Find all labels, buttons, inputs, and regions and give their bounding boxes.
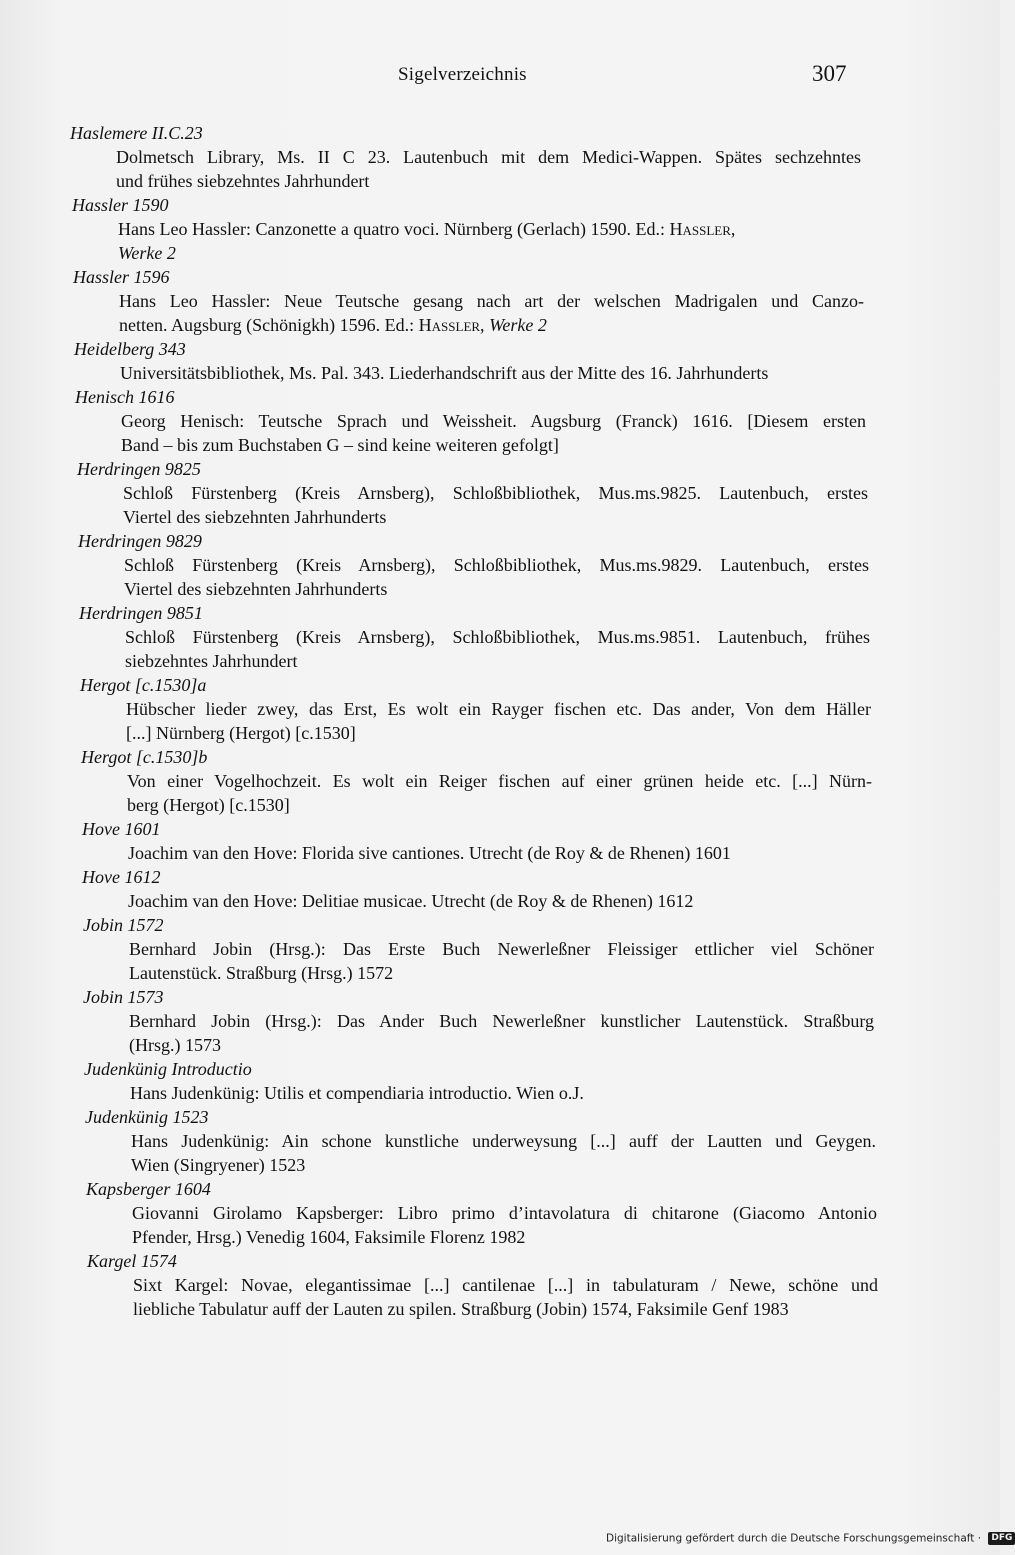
sigel-entry: [70, 121, 870, 193]
sigel-entry: [77, 457, 870, 529]
line-text: Dolmetsch Library, Ms. II C 23. Lautenbuch mit dem Medici-Wappen. Spätes sechzehntes: [116, 147, 861, 167]
line-text: Universitätsbibliothek, Ms. Pal. 343. Liederhandschrift aus der Mitte des 16. Jahrhunderts: [120, 363, 769, 383]
description-line: [133, 1297, 878, 1321]
description-line: [133, 1273, 878, 1297]
siglum: Herdringen 9829: [78, 531, 202, 551]
entry-description: [129, 1009, 874, 1057]
entry-description: [129, 937, 874, 985]
siglum: Hove 1612: [82, 867, 161, 887]
siglum: Jobin 1572: [83, 915, 164, 935]
siglum: Hergot [c.1530]a: [80, 675, 207, 695]
running-head: [0, 61, 1000, 94]
entry-description: [128, 841, 873, 865]
line-text: und frühes siebzehntes Jahrhundert: [116, 171, 370, 191]
description-line: [129, 1009, 874, 1033]
description-line: [126, 697, 871, 721]
siglum: Hassler 1590: [72, 195, 169, 215]
siglum: Heidelberg 343: [74, 339, 186, 359]
line-text: Bernhard Jobin (Hrsg.): Das Ander Buch Newerleßner kunstlicher Lautenstück. Straßburg: [129, 1011, 874, 1031]
description-line: [123, 481, 868, 505]
siglum: Kargel 1574: [87, 1251, 177, 1271]
line-text: Georg Henisch: Teutsche Sprach und Weissheit. Augsburg (Franck) 1616. [Diesem ersten: [121, 411, 866, 431]
description-line: [119, 313, 864, 337]
sigel-entry: [82, 817, 870, 865]
funding-footer: [606, 1532, 1015, 1545]
entry-description: [125, 625, 870, 673]
sigel-entry: [87, 1249, 878, 1321]
description-line: [129, 937, 874, 961]
line-text: Pfender, Hrsg.) Venedig 1604, Faksimile Florenz 1982: [132, 1227, 526, 1247]
line-text: Joachim van den Hove: Florida sive cantiones. Utrecht (de Roy & de Rhenen) 1601: [128, 843, 731, 863]
siglum: Herdringen 9851: [79, 603, 203, 623]
line-text: Viertel des siebzehnten Jahrhunderts: [123, 507, 387, 527]
abbreviation-list: [70, 121, 878, 1321]
entry-description: [124, 553, 869, 601]
description-line: [119, 289, 864, 313]
description-line: [130, 1081, 875, 1105]
siglum: Herdringen 9825: [77, 459, 201, 479]
line-text: Von einer Vogelhochzeit. Es wolt ein Reiger fischen auf einer grünen heide etc. [...] Nürn-: [127, 771, 872, 791]
line-text: Schloß Fürstenberg (Kreis Arnsberg), Schloßbibliothek, Mus.ms.9829. Lautenbuch, erstes: [124, 555, 869, 575]
sigel-entry: [83, 913, 874, 985]
siglum: Hergot [c.1530]b: [81, 747, 208, 767]
reference-author: Hassler,: [418, 315, 485, 335]
description-line: [126, 721, 871, 745]
line-text: berg (Hergot) [c.1530]: [127, 795, 290, 815]
description-line: [120, 361, 865, 385]
entry-description: [119, 289, 864, 337]
line-text: [...] Nürnberg (Hergot) [c.1530]: [126, 723, 356, 743]
page-number: 307: [812, 61, 847, 86]
line-text: Schloß Fürstenberg (Kreis Arnsberg), Schloßbibliothek, Mus.ms.9825. Lautenbuch, erstes: [123, 483, 868, 503]
line-text: Hans Leo Hassler: Canzonette a quatro voci. Nürnberg (Gerlach) 1590. Ed.:: [118, 219, 665, 239]
siglum: Haslemere II.C.23: [70, 123, 203, 143]
line-text: (Hrsg.) 1573: [129, 1035, 221, 1055]
dfg-logo: DFG: [988, 1532, 1015, 1545]
description-line: [128, 889, 873, 913]
reference-author: Hassler,: [669, 219, 736, 239]
description-line: [125, 625, 870, 649]
line-text: Hans Leo Hassler: Neue Teutsche gesang nach art der welschen Madrigalen und Canzo-: [119, 291, 864, 311]
description-line: [123, 505, 868, 529]
description-line: [132, 1225, 877, 1249]
funding-note: Digitalisierung gefördert durch die Deutsche Forschungsgemeinschaft ·: [606, 1532, 982, 1545]
description-line: [129, 961, 874, 985]
description-line: [121, 433, 866, 457]
sigel-entry: [86, 1177, 877, 1249]
siglum: Judenkünig Introductio: [84, 1059, 252, 1079]
sigel-entry: [85, 1105, 876, 1177]
siglum: Hassler 1596: [73, 267, 170, 287]
description-line: [128, 841, 873, 865]
entry-description: [121, 409, 866, 457]
line-text: Hübscher lieder zwey, das Erst, Es wolt ein Rayger fischen etc. Das ander, Von dem Häller: [126, 699, 871, 719]
line-text: Sixt Kargel: Novae, elegantissimae [...] cantilenae [...] in tabulaturam / Newe, schöne und: [133, 1275, 878, 1295]
line-text: netten. Augsburg (Schönigkh) 1596. Ed.:: [119, 315, 415, 335]
line-text: Schloß Fürstenberg (Kreis Arnsberg), Schloßbibliothek, Mus.ms.9851. Lautenbuch, frühes: [125, 627, 870, 647]
entry-description: [127, 769, 872, 817]
description-line: [132, 1201, 877, 1225]
siglum: Jobin 1573: [83, 987, 164, 1007]
sigel-entry: [74, 337, 870, 385]
siglum: Kapsberger 1604: [86, 1179, 211, 1199]
page-title: Sigelverzeichnis: [398, 64, 527, 85]
description-line: [121, 409, 866, 433]
description-line: [129, 1033, 874, 1057]
description-line: [116, 145, 861, 169]
description-line: [127, 769, 872, 793]
description-line: [127, 793, 872, 817]
line-text: Hans Judenkünig: Utilis et compendiaria introductio. Wien o.J.: [130, 1083, 584, 1103]
description-line: [124, 577, 869, 601]
sigel-entry: [80, 673, 870, 745]
line-text: liebliche Tabulatur auff der Lauten zu spilen. Straßburg (Jobin) 1574, Faksimile Genf 1983: [133, 1299, 789, 1319]
siglum: Hove 1601: [82, 819, 161, 839]
description-line: [125, 649, 870, 673]
description-line: [131, 1153, 876, 1177]
sigel-entry: [73, 265, 870, 337]
entry-description: [126, 697, 871, 745]
sigel-entry: [84, 1057, 870, 1105]
entry-description: [128, 889, 873, 913]
sigel-entry: [83, 985, 874, 1057]
entry-description: [116, 145, 861, 193]
line-text: Viertel des siebzehnten Jahrhunderts: [124, 579, 388, 599]
line-text: Band – bis zum Buchstaben G – sind keine weiteren gefolgt]: [121, 435, 559, 455]
entry-description: [132, 1201, 877, 1249]
reference-work: Werke 2: [489, 315, 547, 335]
entry-description: [130, 1081, 875, 1105]
siglum: Judenkünig 1523: [85, 1107, 209, 1127]
line-text: Lautenstück. Straßburg (Hrsg.) 1572: [129, 963, 394, 983]
description-line: [116, 169, 861, 193]
sigel-entry: [78, 529, 870, 601]
line-text: Giovanni Girolamo Kapsberger: Libro primo d’intavolatura di chitarone (Giacomo Antonio: [132, 1203, 877, 1223]
entry-description: [131, 1129, 876, 1177]
entry-description: [133, 1273, 878, 1321]
entry-description: [123, 481, 868, 529]
line-text: Wien (Singryener) 1523: [131, 1155, 306, 1175]
entry-description: [120, 361, 865, 385]
line-text: Bernhard Jobin (Hrsg.): Das Erste Buch Newerleßner Fleissiger ettlicher viel Schöner: [129, 939, 874, 959]
sigel-entry: [81, 745, 870, 817]
sigel-entry: [72, 193, 870, 265]
siglum: Henisch 1616: [75, 387, 175, 407]
description-line: [131, 1129, 876, 1153]
line-text: Joachim van den Hove: Delitiae musicae. Utrecht (de Roy & de Rhenen) 1612: [128, 891, 694, 911]
sigel-entry: [75, 385, 870, 457]
description-line: [118, 241, 863, 265]
line-text: Hans Judenkünig: Ain schone kunstliche underweysung [...] auff der Lautten und Geygen.: [131, 1131, 876, 1151]
sigel-entry: [79, 601, 870, 673]
reference-work: Werke 2: [118, 243, 176, 263]
line-text: siebzehntes Jahrhundert: [125, 651, 298, 671]
entry-description: [118, 217, 863, 265]
sigel-entry: [82, 865, 870, 913]
description-line: [118, 217, 863, 241]
description-line: [124, 553, 869, 577]
